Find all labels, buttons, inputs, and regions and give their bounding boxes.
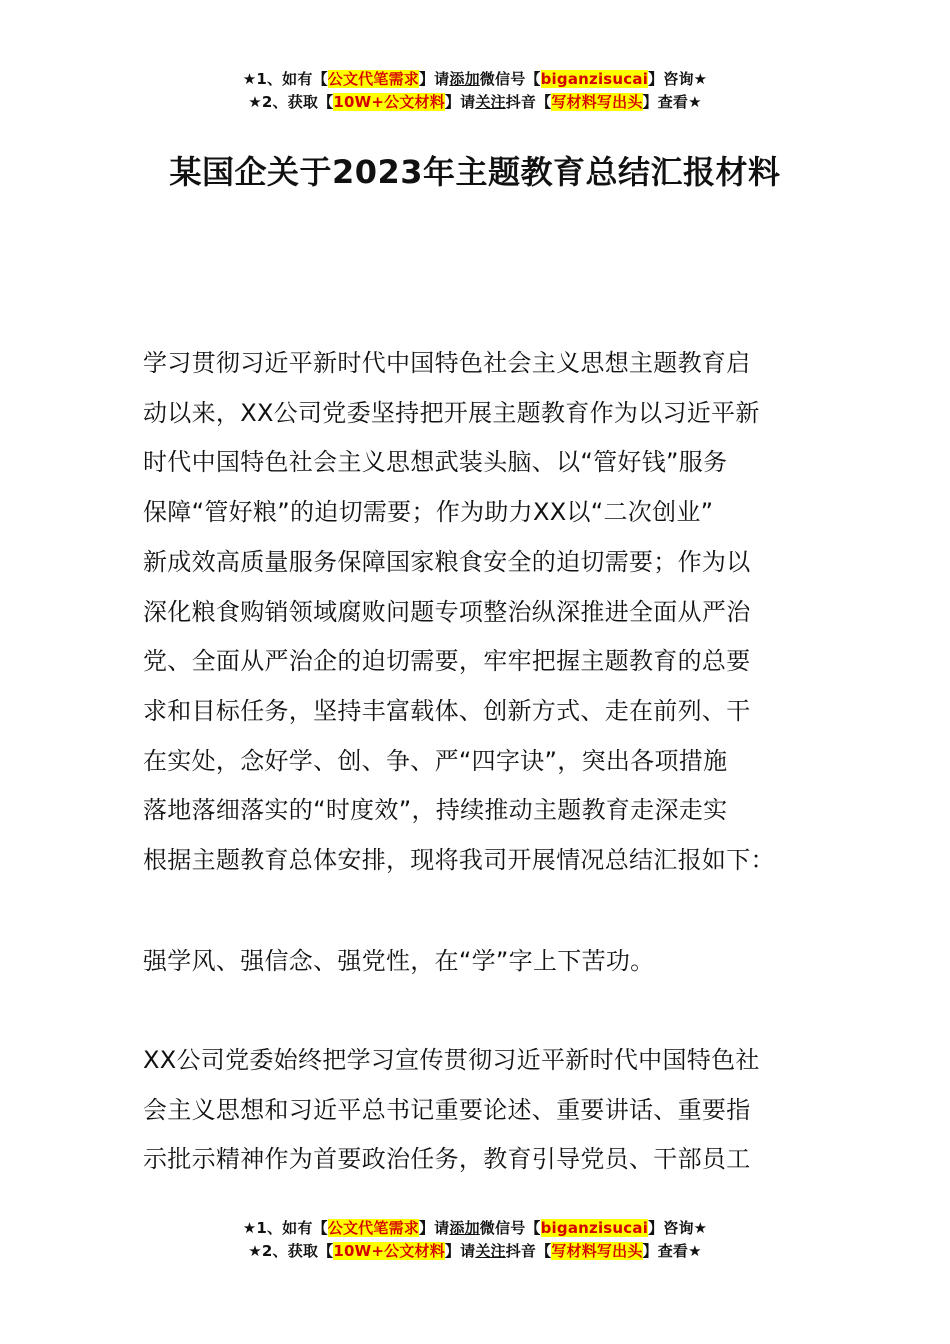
text-line: 求和目标任务，坚持丰富载体、创新方式、走在前列、干 xyxy=(143,696,751,725)
text-line: 强学风、强信念、强党性，在“学”字上下苦功。 xyxy=(143,947,655,975)
document-title: 某国企关于2023年主题教育总结汇报材料 xyxy=(169,153,781,191)
text-line: 落地落细落实的“时度效”，持续推动主题教育走深走实 xyxy=(143,796,728,825)
highlight-materials: 10W+公文材料 xyxy=(333,1242,445,1260)
banner-line-2: ★2、获取【10W+公文材料】请关注抖音【写材料写出头】查看★ xyxy=(248,1242,702,1260)
text-line: 深化粮食购销领域腐败问题专项整治纵深推进全面从严治 xyxy=(143,597,751,626)
footer-banner xyxy=(0,1217,950,1263)
highlight-wechat-id: biganzisucai xyxy=(540,1219,649,1237)
section-heading xyxy=(143,937,813,987)
text-line: 新成效高质量服务保障国家粮食安全的迫切需要；作为以 xyxy=(143,547,751,576)
highlight-douyin-account: 写材料写出头 xyxy=(551,93,643,111)
paragraph-intro xyxy=(143,339,813,886)
highlight-materials: 10W+公文材料 xyxy=(333,93,445,111)
text-line: XX公司党委始终把学习宣传贯彻习近平新时代中国特色社 xyxy=(143,1046,760,1074)
text-line: 时代中国特色社会主义思想武装头脑、以“管好钱”服务 xyxy=(143,448,728,477)
header-banner xyxy=(0,68,950,114)
text-line: 根据主题教育总体安排，现将我司开展情况总结汇报如下： xyxy=(143,846,775,875)
banner-line-1: ★1、如有【公文代笔需求】请添加微信号【biganzisucai】咨询★ xyxy=(242,70,708,88)
banner-line-1: ★1、如有【公文代笔需求】请添加微信号【biganzisucai】咨询★ xyxy=(242,1219,708,1237)
text-line: 会主义思想和习近平总书记重要论述、重要讲话、重要指 xyxy=(143,1095,751,1124)
highlight-service: 公文代笔需求 xyxy=(327,1219,419,1237)
text-line: 保障“管好粮”的迫切需要；作为助力XX以“二次创业” xyxy=(143,498,714,527)
highlight-wechat-id: biganzisucai xyxy=(540,70,649,88)
text-line: 在实处，念好学、创、争、严“四字诀”，突出各项措施 xyxy=(143,746,728,775)
highlight-service: 公文代笔需求 xyxy=(327,70,419,88)
highlight-douyin-account: 写材料写出头 xyxy=(551,1242,643,1260)
text-line: 学习贯彻习近平新时代中国特色社会主义思想主题教育启 xyxy=(143,349,751,377)
text-line: 示批示精神作为首要政治任务，教育引导党员、干部员工 xyxy=(143,1145,751,1174)
paragraph-body xyxy=(143,1036,813,1185)
banner-line-2: ★2、获取【10W+公文材料】请关注抖音【写材料写出头】查看★ xyxy=(248,93,702,111)
text-line: 动以来，XX公司党委坚持把开展主题教育作为以习近平新 xyxy=(143,398,760,427)
text-line: 党、全面从严治企的迫切需要，牢牢把握主题教育的总要 xyxy=(143,647,751,676)
